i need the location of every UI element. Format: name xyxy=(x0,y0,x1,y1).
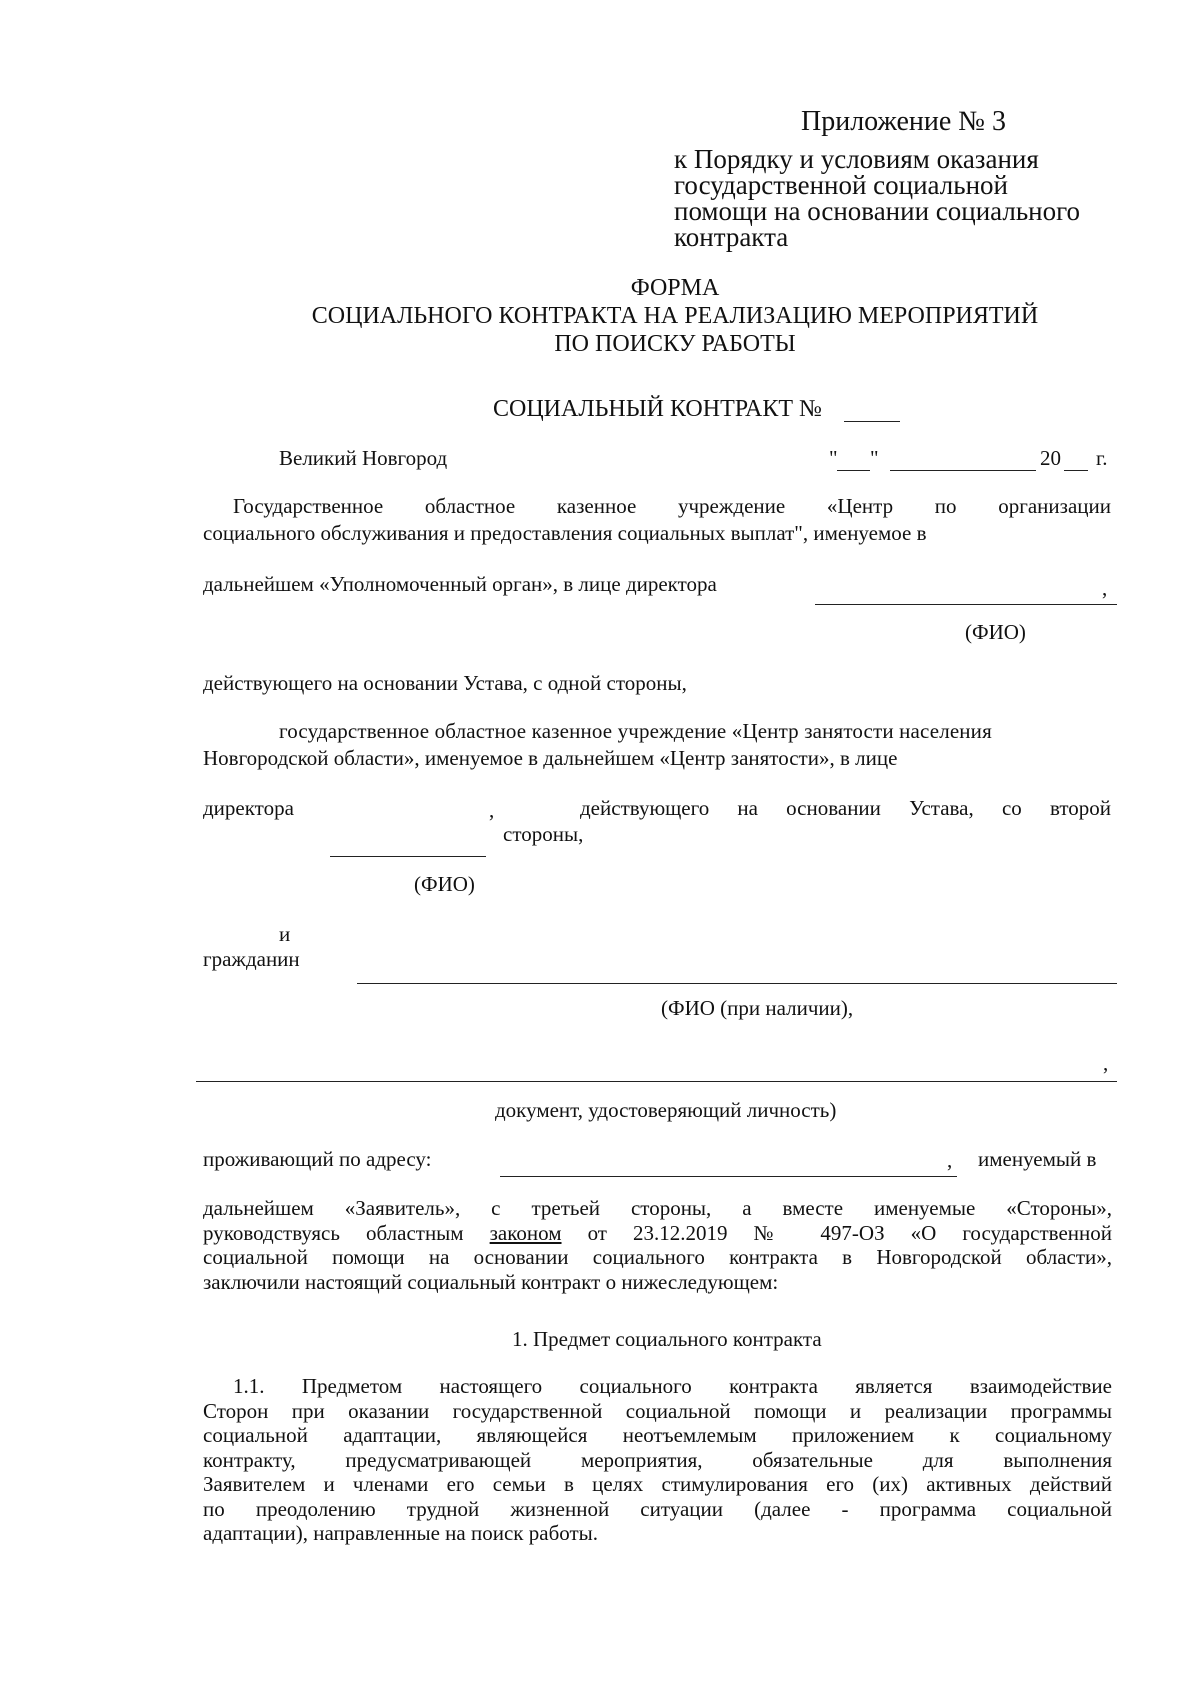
word: казенное xyxy=(556,494,637,518)
party3-address-line xyxy=(500,1176,957,1177)
date-quote: " xyxy=(870,446,879,470)
section1-line: Сторон при оказании государственной социальной помощи и реализации программы xyxy=(203,1398,1112,1423)
closing-fragment: от 23.12.2019 № 497-ОЗ «О государственной xyxy=(587,1220,1112,1245)
word: организации xyxy=(998,494,1111,518)
party3-address-comma: , xyxy=(947,1148,953,1172)
word: учреждение xyxy=(678,494,786,518)
party1-fio-line xyxy=(815,604,1117,605)
party1-fio-caption: (ФИО) xyxy=(965,620,1026,644)
form-title: ПО ПОИСКУ РАБОТЫ xyxy=(554,331,796,357)
section1-heading: 1. Предмет социального контракта xyxy=(512,1327,822,1351)
party2-fio-caption: (ФИО) xyxy=(414,872,475,896)
party3-address-label: проживающий по адресу: xyxy=(203,1147,432,1171)
party2-line4: стороны, xyxy=(503,822,584,846)
party1-line2: социального обслуживания и предоставления социальных выплат", именуемое в xyxy=(203,521,927,545)
party2-line2: Новгородской области», именуемое в дальнейшем «Центр занятости», в лице xyxy=(203,746,898,770)
section1-line: контракту, предусматривающей мероприятия, обязательные для выполнения xyxy=(203,1447,1112,1472)
party2-line1: государственное областное казенное учреждение «Центр занятости населения xyxy=(279,719,992,743)
word: Государственное xyxy=(233,494,384,518)
closing-line xyxy=(203,1221,1112,1246)
party3-doc-line xyxy=(196,1081,1117,1082)
closing-line: социальной помощи на основании социального контракта в Новгородской области», xyxy=(203,1245,1112,1269)
party3-fio-line xyxy=(357,983,1117,984)
party3-named: именуемый в xyxy=(978,1147,1097,1171)
date-day-line xyxy=(837,470,870,471)
section1-line: Заявителем и членами его семьи в целях стимулирования его (их) активных действий xyxy=(203,1472,1112,1496)
party3-doc-caption: документ, удостоверяющий личность) xyxy=(495,1098,837,1122)
party2-fio-line xyxy=(330,856,486,857)
appendix-number: Приложение № 3 xyxy=(801,106,1006,137)
contract-heading: СОЦИАЛЬНЫЙ КОНТРАКТ № xyxy=(493,396,822,422)
party3-and: и xyxy=(279,922,291,946)
word: второй xyxy=(1049,796,1111,820)
party2-comma: , xyxy=(489,798,495,822)
party3-fio-caption: (ФИО (при наличии), xyxy=(661,996,854,1020)
party3-comma: , xyxy=(1103,1051,1109,1075)
date-month-line xyxy=(890,470,1036,471)
closing-line: заключили настоящий социальный контракт о нижеследующем: xyxy=(203,1269,779,1294)
contract-number-line xyxy=(844,421,900,422)
word: по xyxy=(934,494,957,518)
word: действующего xyxy=(580,796,710,820)
section1-line: адаптации), направленные на поиск работы. xyxy=(203,1521,599,1545)
closing-paragraph xyxy=(203,1196,1112,1294)
word: «Центр xyxy=(826,494,894,518)
word: Устава, xyxy=(909,796,974,820)
form-title: СОЦИАЛЬНОГО КОНТРАКТА НА РЕАЛИЗАЦИЮ МЕРОПРИЯТИЙ xyxy=(311,303,1039,329)
party3-citizen-label: гражданин xyxy=(203,947,300,971)
closing-fragment: руководствуясь областным xyxy=(203,1220,464,1245)
party2-director-label: директора xyxy=(203,796,294,820)
section1-line: социальной адаптации, являющейся неотъемлемым приложением к социальному xyxy=(203,1423,1112,1447)
appendix-ref-line: к Порядку и условиям оказания xyxy=(674,144,1039,174)
date-year-line xyxy=(1064,470,1088,471)
word: областное xyxy=(424,494,516,518)
section1-line: 1.1. Предметом настоящего социального контракта является взаимодействие xyxy=(233,1374,1112,1398)
section1-line: по преодолению трудной жизненной ситуации (далее - программа социальной xyxy=(203,1496,1112,1521)
date-quote: " xyxy=(829,446,838,470)
word: на xyxy=(737,796,758,820)
form-title: ФОРМА xyxy=(630,275,720,301)
closing-line: дальнейшем «Заявитель», с третьей стороны, а вместе именуемые «Стороны», xyxy=(203,1196,1112,1220)
appendix-ref-line: государственной социальной xyxy=(674,170,1008,200)
party1-line1 xyxy=(233,496,1111,517)
word: основании xyxy=(786,796,881,820)
section1-paragraph xyxy=(203,1374,1112,1546)
law-link[interactable]: законом xyxy=(489,1220,562,1245)
date-year-suffix: г. xyxy=(1096,446,1108,470)
party1-line4: действующего на основании Устава, с одной стороны, xyxy=(203,671,687,695)
appendix-ref-line: помощи на основании социального xyxy=(674,196,1081,226)
appendix-ref-line: контракта xyxy=(674,222,789,252)
party1-line3: дальнейшем «Уполномоченный орган», в лице директора xyxy=(203,572,717,596)
date-year-prefix: 20 xyxy=(1040,446,1061,470)
party2-line3 xyxy=(580,798,1111,819)
word: со xyxy=(1001,796,1022,820)
party1-comma: , xyxy=(1102,576,1108,600)
contract-place: Великий Новгород xyxy=(279,446,448,470)
